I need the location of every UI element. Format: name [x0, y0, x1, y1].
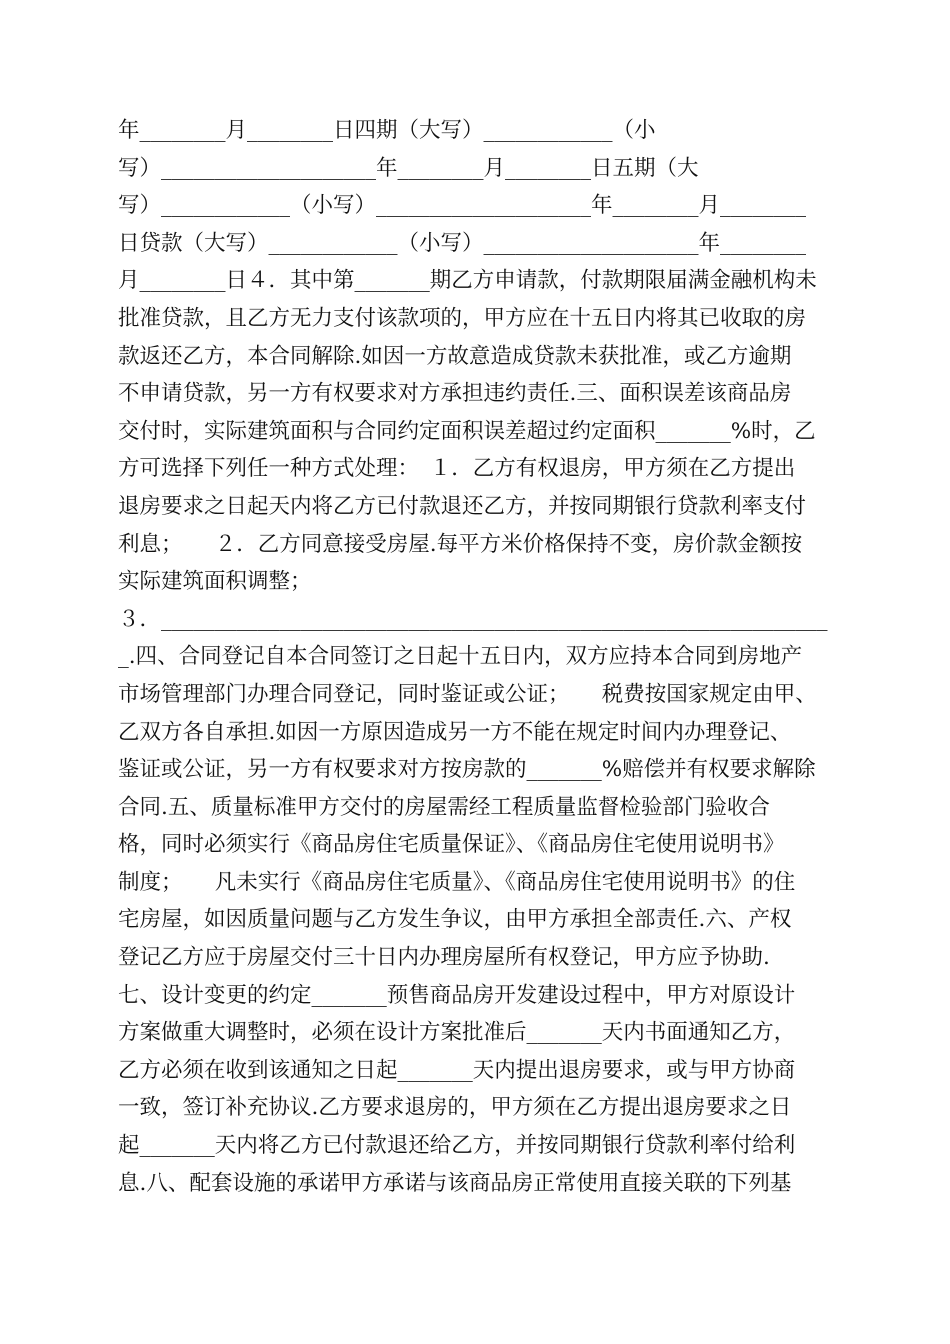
- text-line: _.四、合同登记自本合同签订之日起十五日内，双方应持本合同到房地产: [118, 644, 803, 670]
- text-line: 不申请贷款，另一方有权要求对方承担违约责任.三、面积误差该商品房: [118, 381, 792, 407]
- contract-text: [118, 112, 834, 1202]
- text-line: 格，同时必须实行《商品房住宅质量保证》、《商品房住宅使用说明书》: [118, 832, 785, 858]
- text-line: 写）____________（小写）____________________年________月________: [118, 193, 807, 219]
- text-line: 市场管理部门办理合同登记，同时鉴证或公证； 税费按国家规定由甲、: [118, 681, 817, 707]
- text-line: 登记乙方应于房屋交付三十日内办理房屋所有权登记，甲方应予协助.: [118, 945, 770, 971]
- text-line: 方案做重大调整时，必须在设计方案批准后_______天内书面通知乙方，: [118, 1020, 796, 1046]
- text-line: 年________月________日四期（大写）____________（小: [118, 118, 656, 143]
- text-line: 起_______天内将乙方已付款退还给乙方，并按同期银行贷款利率付给利: [118, 1133, 796, 1159]
- text-line: 息.八、配套设施的承诺甲方承诺与该商品房正常使用直接关联的下列基: [118, 1170, 792, 1196]
- text-line: 批准贷款，且乙方无力支付该款项的，甲方应在十五日内将其已收取的房: [118, 305, 807, 331]
- text-line: 鉴证或公证，另一方有权要求对方按房款的_______%赔偿并有权要求解除: [118, 757, 816, 783]
- text-line: 款返还乙方，本合同解除.如因一方故意造成贷款未获批准，或乙方逾期: [118, 343, 792, 369]
- text-line: 乙双方各自承担.如因一方原因造成另一方不能在规定时间内办理登记、: [118, 719, 792, 745]
- text-line: 交付时，实际建筑面积与合同约定面积误差超过约定面积_______%时，乙: [118, 418, 816, 444]
- text-line: 利息； ２．乙方同意接受房屋.每平方米价格保持不变，房价款金额按: [118, 531, 803, 557]
- text-line: 一致，签订补充协议.乙方要求退房的，甲方须在乙方提出退房要求之日: [118, 1095, 792, 1121]
- text-line: 制度； 凡未实行《商品房住宅质量》、《商品房住宅使用说明书》的住: [118, 869, 796, 895]
- text-line: 退房要求之日起天内将乙方已付款退还乙方，并按同期银行贷款利率支付: [118, 493, 807, 519]
- text-line: 写）____________________年________月________日五期（大: [118, 155, 699, 181]
- text-line: ３．______________________________________________________________: [118, 606, 828, 632]
- text-line: 七、设计变更的约定_______预售商品房开发建设过程中，甲方对原设计: [118, 982, 796, 1008]
- text-line: 乙方必须在收到该通知之日起_______天内提出退房要求，或与甲方协商: [118, 1057, 796, 1083]
- text-line: 月________日４．其中第_______期乙方申请款，付款期限届满金融机构未: [118, 268, 817, 294]
- text-line: 方可选择下列任一种方式处理： １．乙方有权退房，甲方须在乙方提出: [118, 456, 796, 482]
- text-line: 宅房屋，如因质量问题与乙方发生争议，由甲方承担全部责任.六、产权: [118, 907, 792, 933]
- text-line: 实际建筑面积调整；: [118, 569, 312, 595]
- text-line: 日贷款（大写）____________（小写）____________________年________: [118, 230, 807, 256]
- text-line: 合同.五、质量标准甲方交付的房屋需经工程质量监督检验部门验收合: [118, 794, 770, 820]
